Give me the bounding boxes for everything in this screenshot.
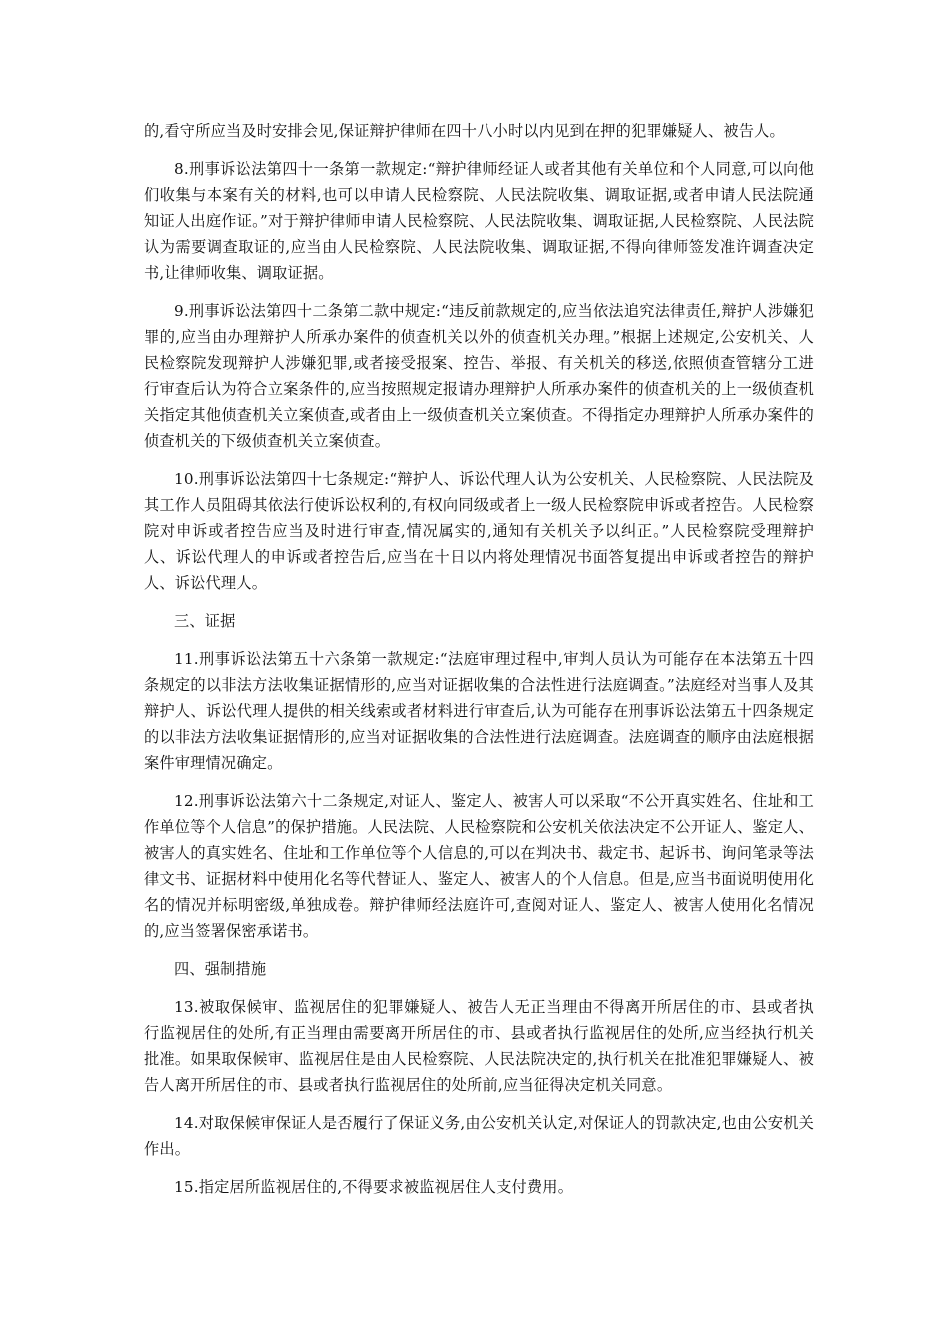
- paragraph-item-15: 15.指定居所监视居住的,不得要求被监视居住人支付费用。: [174, 1178, 574, 1196]
- paragraph-item-11: 11.刑事诉讼法第五十六条第一款规定:“法庭审理过程中,审判人员认为可能存在本法第五十四条规定的以非法方法收集证据情形的,应当对证据收集的合法性进行法庭调查。”法庭经对当事人及其辩护人、诉讼代理人提供的相关线索或者材料进行审查后,认为可能存在刑事诉讼法第五十四条规定的以非法方法收集证据情形的,应当对证据收集的合法性进行法庭调查。法庭调查的顺序由法庭根据案件审理情况确定。: [144, 650, 814, 772]
- paragraph-continued: 的,看守所应当及时安排会见,保证辩护律师在四十八小时以内见到在押的犯罪嫌疑人、被告人。: [144, 122, 785, 140]
- section-heading-coercive-measures: 四、强制措施: [174, 960, 267, 978]
- document-body: [144, 118, 814, 1212]
- paragraph-item-9: 9.刑事诉讼法第四十二条第二款中规定:“违反前款规定的,应当依法追究法律责任,辩护人涉嫌犯罪的,应当由办理辩护人所承办案件的侦查机关以外的侦查机关办理。”根据上述规定,公安机关、人民检察院发现辩护人涉嫌犯罪,或者接受报案、控告、举报、有关机关的移送,依照侦查管辖分工进行审查后认为符合立案条件的,应当按照规定报请办理辩护人所承办案件的侦查机关的上一级侦查机关指定其他侦查机关立案侦查,或者由上一级侦查机关立案侦查。不得指定办理辩护人所承办案件的侦查机关的下级侦查机关立案侦查。: [144, 302, 814, 450]
- paragraph-item-8: 8.刑事诉讼法第四十一条第一款规定:“辩护律师经证人或者其他有关单位和个人同意,可以向他们收集与本案有关的材料,也可以申请人民检察院、人民法院收集、调取证据,或者申请人民法院通知证人出庭作证。”对于辩护律师申请人民检察院、人民法院收集、调取证据,人民检察院、人民法院认为需要调查取证的,应当由人民检察院、人民法院收集、调取证据,不得向律师签发准许调查决定书,让律师收集、调取证据。: [144, 160, 814, 282]
- paragraph-item-10: 10.刑事诉讼法第四十七条规定:“辩护人、诉讼代理人认为公安机关、人民检察院、人民法院及其工作人员阻碍其依法行使诉讼权利的,有权向同级或者上一级人民检察院申诉或者控告。人民检察院对申诉或者控告应当及时进行审查,情况属实的,通知有关机关予以纠正。”人民检察院受理辩护人、诉讼代理人的申诉或者控告后,应当在十日以内将处理情况书面答复提出申诉或者控告的辩护人、诉讼代理人。: [144, 470, 814, 592]
- paragraph-item-14: 14.对取保候审保证人是否履行了保证义务,由公安机关认定,对保证人的罚款决定,也由公安机关作出。: [144, 1114, 814, 1158]
- paragraph-item-12: 12.刑事诉讼法第六十二条规定,对证人、鉴定人、被害人可以采取“不公开真实姓名、住址和工作单位等个人信息”的保护措施。人民法院、人民检察院和公安机关依法决定不公开证人、鉴定人、被害人的真实姓名、住址和工作单位等个人信息的,可以在判决书、裁定书、起诉书、询问笔录等法律文书、证据材料中使用化名等代替证人、鉴定人、被害人的个人信息。但是,应当书面说明使用化名的情况并标明密级,单独成卷。辩护律师经法庭许可,查阅对证人、鉴定人、被害人使用化名情况的,应当签署保密承诺书。: [144, 792, 814, 940]
- paragraph-item-13: 13.被取保候审、监视居住的犯罪嫌疑人、被告人无正当理由不得离开所居住的市、县或者执行监视居住的处所,有正当理由需要离开所居住的市、县或者执行监视居住的处所,应当经执行机关批准。如果取保候审、监视居住是由人民检察院、人民法院决定的,执行机关在批准犯罪嫌疑人、被告人离开所居住的市、县或者执行监视居住的处所前,应当征得决定机关同意。: [144, 998, 814, 1094]
- section-heading-evidence: 三、证据: [174, 612, 236, 630]
